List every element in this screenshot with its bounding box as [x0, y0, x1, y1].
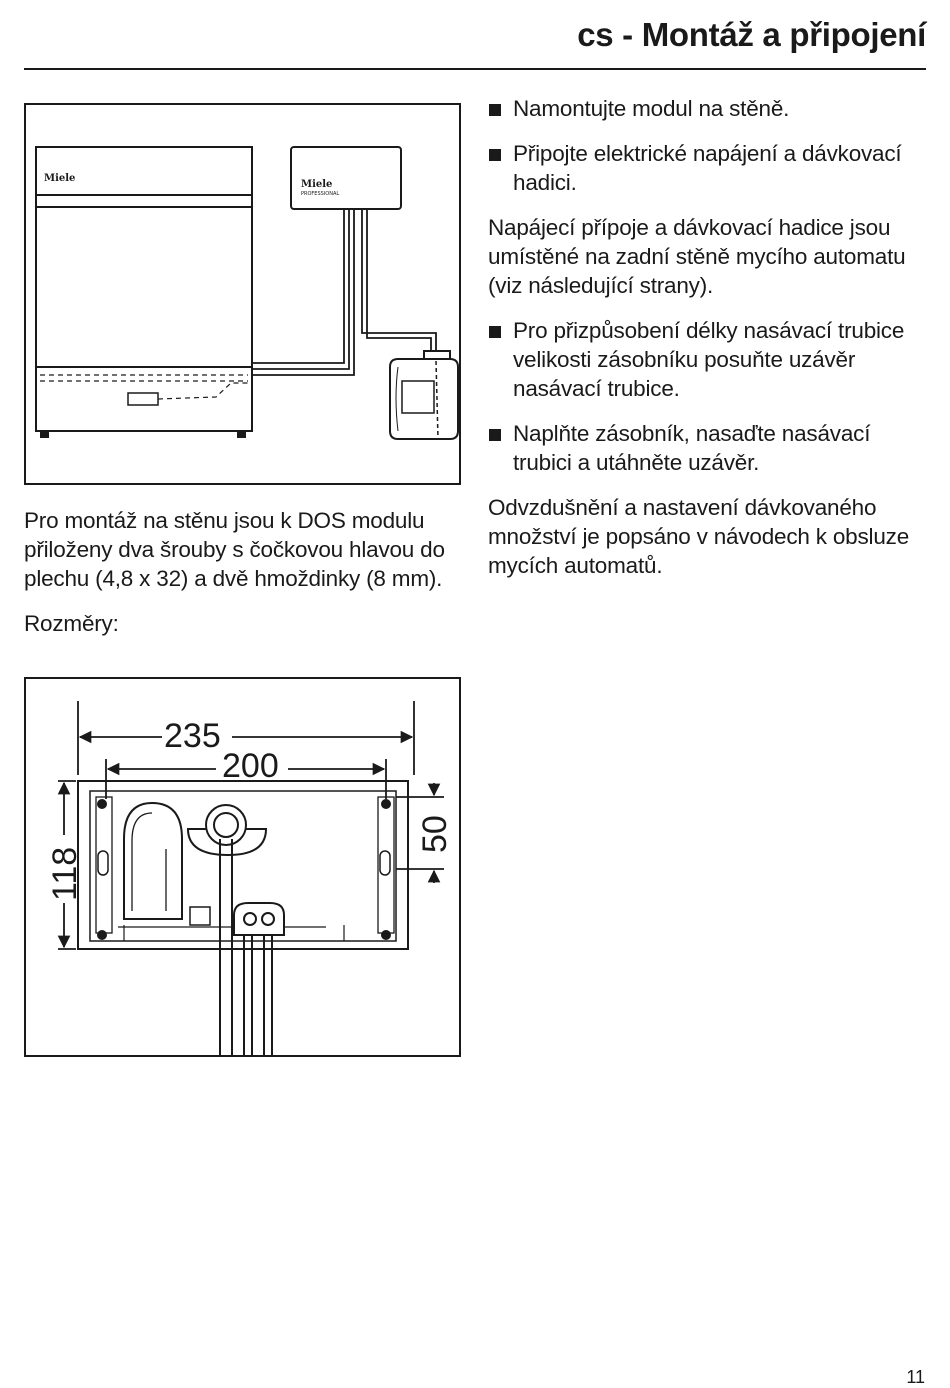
instruction-bullet-fill-container: Naplňte zásobník, nasaďte nasávací trubici a utáhněte uzávěr.: [488, 419, 933, 477]
dimension-200-label: 200: [222, 747, 279, 785]
module-brand-logo: Miele: [301, 179, 333, 190]
dimension-50-label: 50: [416, 815, 454, 853]
hoses-drawing: [252, 209, 436, 375]
dishwasher-brand-logo: Miele: [44, 173, 76, 184]
module-brand-subtitle: PROFESSIONAL: [301, 191, 340, 197]
venting-paragraph: Odvzdušnění a nastavení dávkovaného množství je popsáno v návodech k obsluze mycích automatů.: [488, 495, 910, 578]
instruction-bullet-adjust-tube: Pro přizpůsobení délky nasávací trubice velikosti zásobníku posuňte uzávěr nasávací trubice.: [488, 316, 933, 403]
bullet-square-icon: [489, 429, 501, 441]
dos-module-drawing: [291, 147, 401, 209]
header-divider: [24, 68, 926, 70]
dimensions-illustration: [24, 677, 461, 1057]
bullet-square-icon: [489, 326, 501, 338]
cable-plug-drawing: [234, 903, 284, 1055]
canister-drawing: [390, 351, 458, 439]
dishwasher-drawing: [36, 147, 252, 437]
dimensions-label: Rozměry:: [24, 611, 119, 636]
dimension-118-label: 118: [46, 846, 84, 901]
mounting-paragraph: Pro montáž na stěnu jsou k DOS modulu přiloženy dva šrouby s čočkovou hlavou do plechu (4,8 x 32) a dvě hmoždinky (8 mm).: [24, 508, 445, 591]
dimension-235-label: 235: [164, 717, 221, 755]
instruction-bullet-mount: Namontujte modul na stěně.: [488, 94, 933, 123]
instruction-bullet-connect: Připojte elektrické napájení a dávkovací hadici.: [488, 139, 933, 197]
bullet-square-icon: [489, 104, 501, 116]
bullet-square-icon: [489, 149, 501, 161]
page-title: cs - Montáž a připojení: [577, 16, 926, 53]
page-number: 11: [906, 1367, 925, 1387]
connections-paragraph: Napájecí přípoje a dávkovací hadice jsou umístěné na zadní stěně mycího automatu (viz následující strany).: [488, 215, 906, 298]
installation-illustration: [24, 103, 461, 485]
